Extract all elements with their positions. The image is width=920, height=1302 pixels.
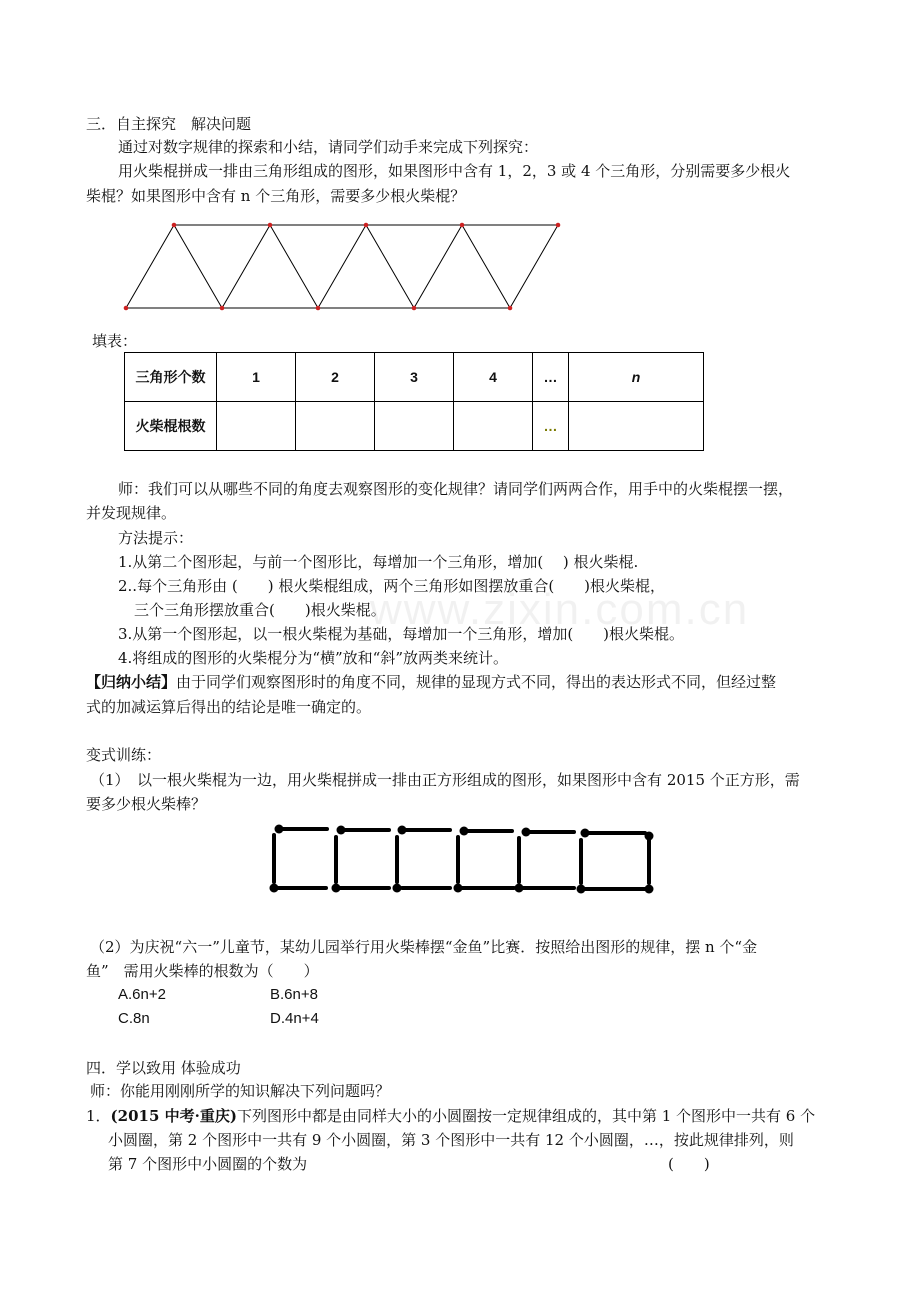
summary-line1 bbox=[86, 671, 776, 693]
section4-teacher: 师：你能用刚刚所学的知识解决下列问题吗？ bbox=[90, 1082, 391, 1100]
hint-title: 方法提示： bbox=[118, 529, 194, 547]
q1-line1: （1） 以一根火柴棍为一边，用火柴棍拼成一排由正方形组成的图形，如果图形中含有 2015 个正方形，需 bbox=[90, 771, 800, 789]
section3-heading: 三．自主探究 解决问题 bbox=[86, 115, 252, 133]
table-cell: 1 bbox=[217, 353, 296, 402]
hint-4: 4.将组成的图形的火柴棍分为“横”放和“斜”放两类来统计。 bbox=[118, 649, 508, 667]
hint-1: 1.从第二个图形起，与前一个图形比，每增加一个三角形，增加( ) 根火柴棍. bbox=[118, 553, 639, 571]
problem-line2: 柴棍？如果图形中含有 n 个三角形，需要多少根火柴棍？ bbox=[86, 187, 466, 205]
section4-q1-line1 bbox=[86, 1105, 815, 1127]
table-input-cell[interactable] bbox=[569, 402, 704, 451]
table-cell: 4 bbox=[454, 353, 533, 402]
summary-line2: 式的加减运算后得出的结论是唯一确定的。 bbox=[86, 698, 372, 716]
summary-tag: 【归纳小结】 bbox=[86, 673, 177, 691]
teacher-line2: 并发现规律。 bbox=[86, 504, 177, 522]
hint-2: 2..每个三角形由 ( ) 根火柴棍组成，两个三角形如图摆放重合( )根火柴棍， bbox=[118, 577, 666, 595]
hint-3: 3.从第一个图形起，以一根火柴棍为基础，每增加一个三角形，增加( )根火柴棍。 bbox=[118, 625, 685, 643]
option-b: B.6n+8 bbox=[270, 986, 318, 1003]
problem-line1: 用火柴棍拼成一排由三角形组成的图形，如果图形中含有 1，2，3 或 4 个三角形，分别需要多少根火 bbox=[118, 162, 791, 180]
table-cell: … bbox=[533, 353, 569, 402]
teacher-line1: 师：我们可以从哪些不同的角度去观察图形的变化规律？请同学们两两合作，用手中的火柴棍摆一摆， bbox=[118, 480, 794, 498]
triangle-zigzag bbox=[126, 225, 558, 308]
section4-q1-line2: 小圆圈，第 2 个图形中一共有 9 个小圆圈，第 3 个图形中一共有 12 个小圆圈，…，按此规律排列，则 bbox=[108, 1131, 794, 1149]
table-row bbox=[125, 353, 704, 402]
option-d: D.4n+4 bbox=[270, 1010, 319, 1027]
q1-line2: 要多少根火柴棒？ bbox=[86, 795, 207, 813]
hint-2-cont: 三个三角形摆放重合( )根火柴棍。 bbox=[134, 601, 386, 619]
table-row bbox=[125, 402, 704, 451]
fill-table bbox=[124, 352, 704, 451]
table-cell: … bbox=[533, 402, 569, 451]
table-cell: 2 bbox=[296, 353, 375, 402]
summary-text: 由于同学们观察图形时的角度不同，规律的显现方式不同，得出的表达形式不同，但经过整 bbox=[176, 673, 777, 691]
intro-text: 通过对数字规律的探索和小结，请同学们动手来完成下列探究： bbox=[118, 138, 539, 156]
table-header-matches: 火柴棍根数 bbox=[125, 402, 217, 451]
section4-q1-line3: 第 7 个图形中小圆圈的个数为 bbox=[108, 1155, 308, 1173]
table-input-cell[interactable] bbox=[454, 402, 533, 451]
watermark: www.zixin.com.cn bbox=[370, 585, 750, 634]
option-c: C.8n bbox=[118, 1010, 150, 1027]
square-matchstick-figure bbox=[265, 820, 660, 900]
triangle-matchstick-figure bbox=[115, 215, 570, 320]
question-source: (2015 中考·重庆) bbox=[110, 1107, 237, 1125]
table-input-cell[interactable] bbox=[375, 402, 454, 451]
table-input-cell[interactable] bbox=[217, 402, 296, 451]
answer-blank[interactable]: ( ) bbox=[668, 1155, 710, 1173]
fill-table-label: 填表： bbox=[92, 332, 138, 350]
question-number: 1． bbox=[86, 1107, 111, 1125]
option-a: A.6n+2 bbox=[118, 986, 166, 1003]
q2-line2: 鱼” 需用火柴棒的根数为（ ） bbox=[86, 962, 319, 980]
variant-title: 变式训练： bbox=[86, 746, 162, 764]
table-cell: n bbox=[569, 353, 704, 402]
table-cell: 3 bbox=[375, 353, 454, 402]
table-input-cell[interactable] bbox=[296, 402, 375, 451]
section4-heading: 四．学以致用 体验成功 bbox=[86, 1059, 241, 1077]
q2-line1: （2）为庆祝“六一”儿童节，某幼儿园举行用火柴棒摆“金鱼”比赛．按照给出图形的规律，摆 n 个“金 bbox=[90, 938, 758, 956]
table-header-triangles: 三角形个数 bbox=[125, 353, 217, 402]
question-text: 下列图形中都是由同样大小的小圆圈按一定规律组成的，其中第 1 个图形中一共有 6 个 bbox=[236, 1107, 816, 1125]
